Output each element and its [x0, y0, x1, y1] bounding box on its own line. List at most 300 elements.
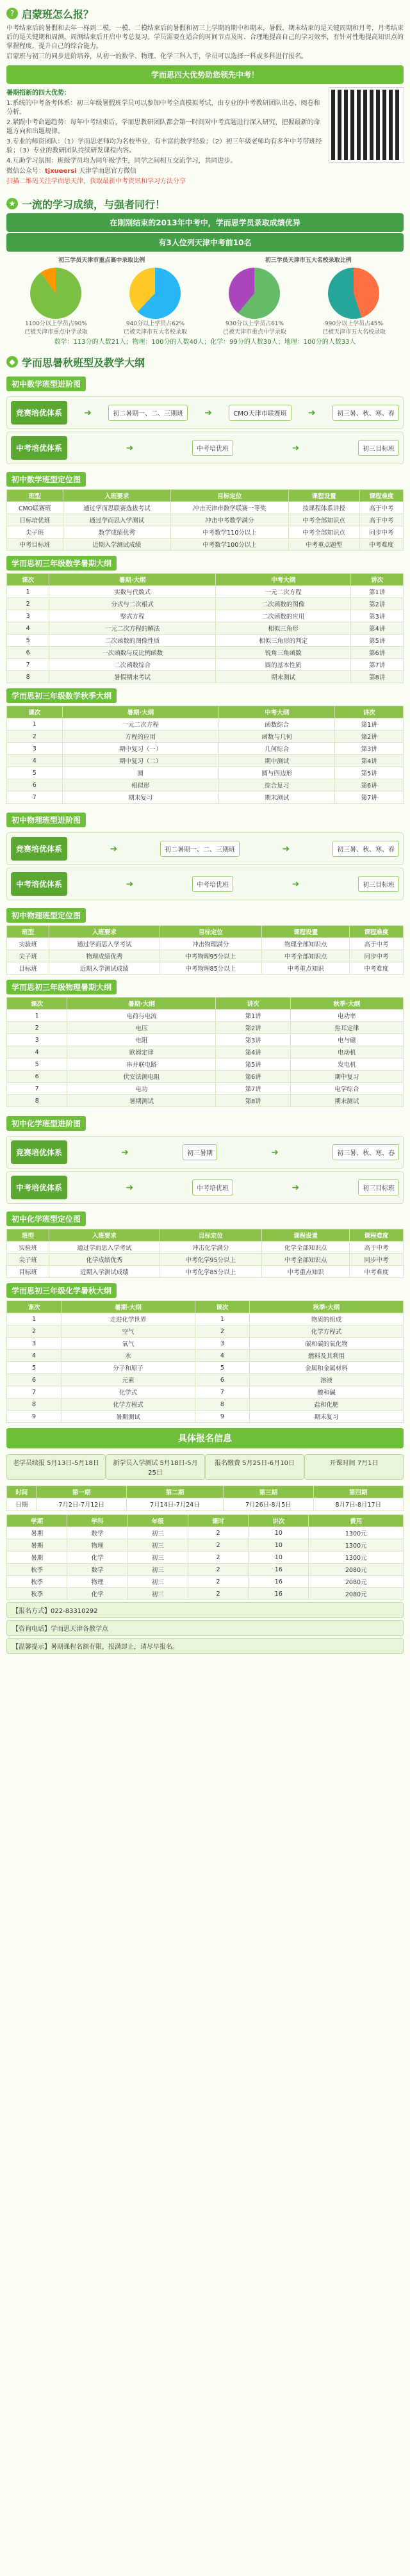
cell: 6	[7, 779, 63, 791]
cell: 秋季	[7, 1588, 67, 1600]
flow-main: 中考培优体系	[11, 872, 67, 896]
signup-step: 老学员续报 5月13日-5月18日	[6, 1454, 106, 1480]
pie-group	[322, 268, 386, 336]
cell: 中考目标班	[7, 539, 63, 551]
cell: 第1讲	[216, 1010, 290, 1022]
table-row	[7, 1010, 404, 1022]
cell: 相似三角形的判定	[216, 635, 351, 647]
arrow-icon: ➜	[291, 442, 300, 453]
cell: 1300元	[309, 1539, 404, 1551]
cell: 初三	[127, 1527, 188, 1539]
cell: 期末复习	[62, 791, 219, 804]
col-header: 入班要求	[49, 1229, 160, 1242]
arrow-icon: ➜	[126, 442, 134, 453]
signup-note: 【报名方式】022-83310292	[6, 1602, 404, 1618]
arrow-icon: ➜	[126, 879, 134, 889]
advantage-item: 2.紧跟中考命题趋势：每年中考结束后，学而思教研团队都会第一时间对中考真题进行深入研究，把握最新的命题方向和出题规律。	[6, 119, 320, 135]
physics-position-table	[6, 925, 404, 975]
cell: 2	[188, 1564, 248, 1576]
table-row	[7, 1527, 404, 1539]
cell: 第2讲	[216, 1022, 290, 1034]
cell: 8月7日-8月17日	[313, 1498, 403, 1511]
table-header-row	[7, 706, 404, 718]
cell: 第7讲	[216, 1083, 290, 1095]
table-row	[7, 1083, 404, 1095]
flow-main: 竞赛培优体系	[11, 401, 67, 425]
col-header: 年级	[127, 1515, 188, 1527]
cell: 一元二次方程	[216, 586, 351, 598]
cell: 同步中考	[350, 950, 404, 962]
table-row	[7, 950, 404, 962]
table-header-row	[7, 1229, 404, 1242]
advantage-item: 3.专业的师资团队：（1）学而思老师均为名校毕业，有丰富的教学经验；（2）初三年级老师均有多年中考带班经验；（3）专业的教研团队持续研发课程内容。	[6, 138, 322, 154]
advantages-section	[6, 65, 404, 188]
table-row	[7, 586, 404, 598]
cell: 电与磁	[290, 1034, 403, 1046]
cell: 期末测试	[219, 791, 335, 804]
cell: 第5讲	[335, 767, 404, 779]
cell: 9	[7, 1411, 62, 1423]
cell: 冲击天津市数学联赛一等奖	[171, 502, 288, 514]
cell: 4	[7, 622, 49, 635]
table-row	[7, 731, 404, 743]
flow-block: 初三暑、秋、寒、春	[332, 841, 399, 857]
table-header-row	[7, 998, 404, 1010]
cell: 16	[249, 1576, 309, 1588]
pie-chart	[129, 268, 181, 319]
signup-note: 【咨询电话】学而思天津各教学点	[6, 1620, 404, 1636]
cell: 电压	[67, 1022, 216, 1034]
cell: 中考全部知识点	[262, 1254, 350, 1266]
signup-section	[6, 1428, 404, 1654]
table-row	[7, 539, 404, 551]
chemistry-position-title: 初中化学班型定位图	[6, 1211, 86, 1226]
math-flow-1	[6, 396, 404, 429]
cell: 期末复习	[249, 1411, 403, 1423]
col-header: 第四期	[313, 1486, 403, 1498]
flow-block: 中考培优班	[192, 440, 233, 456]
advantage-item: 1.系统的中考备考体系：初三年级暑假班学员可以参加中考全真模拟考试，由专业的中考教研团队出卷、阅卷和分析。	[6, 100, 320, 116]
math-fall-table	[6, 706, 404, 804]
advantages-body	[6, 88, 404, 188]
cell: 化学式	[61, 1386, 195, 1398]
cell: 5	[7, 1058, 67, 1071]
cell: 实数与代数式	[49, 586, 216, 598]
cell: 电动机	[290, 1046, 403, 1058]
cell: 期中复习	[290, 1071, 403, 1083]
cell: 综合复习	[219, 779, 335, 791]
cell: 5	[7, 635, 49, 647]
table-header-row	[7, 926, 404, 938]
cell: 第7讲	[335, 791, 404, 804]
wechat-hotline: 天津学而思官方微信	[78, 168, 136, 175]
table-row	[7, 755, 404, 767]
cell: 金属和金属材料	[249, 1362, 403, 1374]
col-header: 学期	[7, 1515, 67, 1527]
chemistry-section	[6, 1111, 404, 1423]
cell: 电功率	[290, 1010, 403, 1022]
cell: 实验班	[7, 1242, 49, 1254]
table-header-row	[7, 490, 404, 502]
cell: 中考难度	[359, 539, 403, 551]
cell: 中考全部知识点	[288, 526, 359, 539]
cell: 第7讲	[351, 659, 404, 671]
cell: 2080元	[309, 1564, 404, 1576]
cell: 一元二次方程	[62, 718, 219, 731]
cell: 空气	[61, 1325, 195, 1338]
cell: 溶液	[249, 1374, 403, 1386]
chemistry-flow-2	[6, 1171, 404, 1204]
cell: 电学综合	[290, 1083, 403, 1095]
cell: 16	[249, 1588, 309, 1600]
col-header: 费用	[309, 1515, 404, 1527]
table-row	[7, 502, 404, 514]
cell: 化学全部知识点	[262, 1242, 350, 1254]
results-banner-2: 有3人位列天津中考前10名	[6, 233, 404, 252]
cell: 1	[195, 1313, 249, 1325]
cell: 中考重点题型	[288, 539, 359, 551]
math-position-table	[6, 489, 404, 551]
cell: 3	[7, 1338, 62, 1350]
cell: 3	[7, 743, 63, 755]
col-header: 课时	[188, 1515, 248, 1527]
cell: 中考物理85分以上	[160, 962, 262, 975]
col-header: 目标定位	[171, 490, 288, 502]
table-row	[7, 1411, 404, 1423]
cell: 初三	[127, 1551, 188, 1564]
cell: 发电机	[290, 1058, 403, 1071]
table-row	[7, 938, 404, 950]
flow-block: 初三目标班	[358, 440, 399, 456]
cell: 通过学而思入学测试	[63, 514, 171, 526]
math-position-title: 初中数学班型定位图	[6, 472, 86, 487]
cell: 欧姆定律	[67, 1046, 216, 1058]
physics-section	[6, 807, 404, 1107]
cell: 一元二次方程的解法	[49, 622, 216, 635]
table-header-row	[7, 1301, 404, 1313]
cell: 分式与二次根式	[49, 598, 216, 610]
table-row	[7, 1338, 404, 1350]
cell: 第1讲	[335, 718, 404, 731]
advantage-item: 4.互助学习氛围：班级学员均为同年级学生，同学之间相互交流学习，共同进步。	[6, 158, 237, 165]
cell: 同步中考	[359, 526, 403, 539]
cell: 16	[249, 1564, 309, 1576]
col-header: 课程难度	[350, 926, 404, 938]
cell: 圆与四边形	[219, 767, 335, 779]
cell: 1300元	[309, 1551, 404, 1564]
table-row	[7, 1266, 404, 1278]
advantages-heading: 暑期招新的四大优势：	[6, 90, 70, 97]
cell: 中考重点知识	[262, 1266, 350, 1278]
col-header: 班型	[7, 926, 49, 938]
cell: 第8讲	[216, 1095, 290, 1107]
cell: 目标班	[7, 1266, 49, 1278]
signup-step: 开课时间 7月1日	[304, 1454, 404, 1480]
signup-step: 新学员入学测试 5月18日-5月25日	[106, 1454, 205, 1480]
arrow-icon: ➜	[308, 407, 316, 418]
pie-chart	[328, 268, 379, 319]
cell: 高于中考	[359, 502, 403, 514]
schedule-table	[6, 1486, 404, 1511]
arrow-icon: ➜	[204, 407, 213, 418]
table-row	[7, 779, 404, 791]
cell: 2	[188, 1588, 248, 1600]
system-title-row	[6, 352, 404, 371]
intro-title: 启蒙班怎么报？	[22, 8, 94, 20]
cell: 第8讲	[351, 671, 404, 683]
math-fall-title: 学而思初三年级数学秋季大纲	[6, 688, 117, 703]
results-title-row	[6, 194, 404, 213]
results-section	[6, 194, 404, 347]
cell: 函数综合	[219, 718, 335, 731]
cell: 物理	[67, 1539, 127, 1551]
col-header: 讲次	[335, 706, 404, 718]
cell: 同步中考	[350, 1254, 404, 1266]
cell: 7	[7, 1386, 62, 1398]
table-row	[7, 1034, 404, 1046]
cell: 2080元	[309, 1588, 404, 1600]
cell: 6	[7, 1374, 62, 1386]
col-header: 暑期·大纲	[61, 1301, 195, 1313]
cell: 中考数学100分以上	[171, 539, 288, 551]
cell: 中考全部知识点	[262, 950, 350, 962]
cell: 相似三角形	[216, 622, 351, 635]
flow-block: 中考培优班	[192, 876, 233, 892]
cell: 第6讲	[335, 779, 404, 791]
cell: 中考难度	[350, 1266, 404, 1278]
cell: 2	[188, 1539, 248, 1551]
col-header: 班型	[7, 490, 63, 502]
cell: 化学方程式	[61, 1398, 195, 1411]
cell: 8	[7, 671, 49, 683]
cell: 2080元	[309, 1576, 404, 1588]
cell: 高于中考	[359, 514, 403, 526]
intro-para-2: 启蒙班与初三的同步进阶培养，从初一的数学、物理、化学三科入手，学员可以选择一科或多科进行报名。	[6, 53, 308, 60]
results-banner-1: 在刚刚结束的2013年中考中，学而思学员录取成绩优异	[6, 213, 404, 232]
col-header: 课次	[7, 1301, 62, 1313]
table-row	[7, 1362, 404, 1374]
table-row	[7, 1254, 404, 1266]
cell: 中考全部知识点	[288, 514, 359, 526]
cell: 暑假期末考试	[49, 671, 216, 683]
pie-label: 已被天津市五大名校录取	[123, 329, 187, 336]
col-header: 暑期·大纲	[67, 998, 216, 1010]
advantages-banner: 学而思四大优势助您领先中考！	[6, 65, 404, 84]
pie-label: 已被天津市五大名校录取	[322, 329, 386, 336]
wechat-label: 微信公众号：	[6, 168, 45, 175]
arrow-icon: ➜	[84, 407, 92, 418]
col-header: 课程难度	[350, 1229, 404, 1242]
physics-progression-title: 初中物理班型进阶图	[6, 813, 86, 827]
table-row	[7, 743, 404, 755]
math-flow-2	[6, 432, 404, 464]
chart-title-right: 初三学员天津市五大名校录取比例	[265, 257, 352, 264]
cell: 串并联电路	[67, 1058, 216, 1071]
math-summer-title: 学而思初三年级数学暑期大纲	[6, 556, 117, 571]
cell: 8	[7, 1095, 67, 1107]
cell: 中考重点知识	[262, 962, 350, 975]
col-header: 课次	[7, 574, 49, 586]
table-row	[7, 622, 404, 635]
pie-chart	[229, 268, 280, 319]
cell: 暑期	[7, 1551, 67, 1564]
table-row	[7, 767, 404, 779]
cell: 电荷与电流	[67, 1010, 216, 1022]
table-row	[7, 1325, 404, 1338]
table-row	[7, 526, 404, 539]
cell: 7月2日-7月12日	[37, 1498, 126, 1511]
cell: 9	[195, 1411, 249, 1423]
table-row	[7, 659, 404, 671]
cell: 1	[7, 1313, 62, 1325]
cell: 物理成绩优秀	[49, 950, 160, 962]
cell: 6	[7, 647, 49, 659]
cell: 第2讲	[351, 598, 404, 610]
advantages-note: 扫描二维码关注学而思天津，获取最新中考资讯和学习方法分享	[6, 178, 186, 185]
cell: 7月14日-7月24日	[126, 1498, 223, 1511]
cell: 期末测试	[290, 1095, 403, 1107]
table-row	[7, 1564, 404, 1576]
pie-label: 990分以上学员占45%	[324, 321, 384, 327]
cell: 尖子班	[7, 1254, 49, 1266]
cell: 数学	[67, 1564, 127, 1576]
cell: 尖子班	[7, 950, 49, 962]
col-header: 暑期·大纲	[49, 574, 216, 586]
col-header: 课程难度	[359, 490, 403, 502]
cell: 5	[7, 767, 63, 779]
cell: 2	[7, 731, 63, 743]
table-row	[7, 1576, 404, 1588]
cell: 中考数学110分以上	[171, 526, 288, 539]
cell: 3	[7, 610, 49, 622]
col-header: 第一期	[37, 1486, 126, 1498]
cell: 电阻	[67, 1034, 216, 1046]
cell: 4	[195, 1350, 249, 1362]
qr-code[interactable]	[329, 88, 404, 162]
table-row	[7, 1386, 404, 1398]
pie-label: 940分以上学员占62%	[126, 321, 185, 327]
col-header: 课程设置	[262, 1229, 350, 1242]
cell: 目标班	[7, 962, 49, 975]
cell: 第4讲	[335, 755, 404, 767]
arrow-icon: ➜	[110, 843, 118, 854]
chemistry-flow-1	[6, 1136, 404, 1169]
intro-para-1: 中考结束后的暑假和去年一样到二模，一模、二模结束后的暑假和初三上学期的期中和期末，暑假、期末结束的是关键周期和月考，月考结束后的是关键期和周测，周测结束后开启中考总复习。学员需要在适合的时间节点及时、合理地提高自己的学习效率，有针对性地提高知识点的掌握程度，提升自己的综合能力。	[6, 25, 404, 50]
cell: 一次函数与反比例函数	[49, 647, 216, 659]
math-section	[6, 371, 404, 804]
table-row	[7, 1498, 404, 1511]
flow-main: 竞赛培优体系	[11, 1140, 67, 1164]
pie-label: 已被天津市重点中学录取	[222, 329, 286, 336]
cell: 第2讲	[335, 731, 404, 743]
table-row	[7, 1022, 404, 1034]
cell: 二次函数的图像	[216, 598, 351, 610]
col-header: 讲次	[216, 998, 290, 1010]
pie-group	[223, 268, 286, 336]
col-header: 入班要求	[49, 926, 160, 938]
cell: 按课程体系讲授	[288, 502, 359, 514]
cell: 冲击物理满分	[160, 938, 262, 950]
cell: 第6讲	[351, 647, 404, 659]
pie-label: 1100分以上学员占90%	[25, 321, 87, 327]
flow-block: 初三目标班	[358, 876, 399, 892]
results-stats: 数学：113分的人数21人；物理：100分的人数40人；化学：99分的人数30人；地理：100分的人数33人	[54, 339, 356, 346]
arrow-icon: ➜	[126, 1182, 134, 1193]
col-header: 目标定位	[160, 926, 262, 938]
table-row	[7, 671, 404, 683]
cell: 冲击中考数学满分	[171, 514, 288, 526]
chemistry-syllabus-title: 学而思初三年级化学暑秋大纲	[6, 1283, 117, 1298]
col-header: 课次	[195, 1301, 249, 1313]
cell: 近期入学测试成绩	[49, 962, 160, 975]
cell: 通过学而思入学考试	[49, 938, 160, 950]
cell: 盐和化肥	[249, 1398, 403, 1411]
cell: 6	[195, 1374, 249, 1386]
cell: 相似形	[62, 779, 219, 791]
price-table	[6, 1514, 404, 1600]
cell: 初三	[127, 1539, 188, 1551]
cell: 电功	[67, 1083, 216, 1095]
arrow-icon: ➜	[121, 1147, 129, 1158]
cell: 通过学而思入学考试	[49, 1242, 160, 1254]
cell: 第3讲	[351, 610, 404, 622]
flow-block: 初三暑、秋、寒、春	[332, 1144, 399, 1160]
cell: 7	[7, 791, 63, 804]
col-header: 目标定位	[160, 1229, 262, 1242]
intro-section	[6, 4, 404, 61]
cell: 2	[188, 1527, 248, 1539]
col-header: 秋季·大纲	[290, 998, 403, 1010]
cell: 数学成绩优秀	[63, 526, 171, 539]
table-row	[7, 1350, 404, 1362]
cell: 3	[195, 1338, 249, 1350]
physics-position-title: 初中物理班型定位图	[6, 908, 86, 923]
cell: 第5讲	[351, 635, 404, 647]
signup-step: 报名缴费 5月25日-6月10日	[205, 1454, 304, 1480]
system-section	[6, 352, 404, 371]
cell: 2	[188, 1576, 248, 1588]
cell: 碳和碳的氧化物	[249, 1338, 403, 1350]
cell: 方程的应用	[62, 731, 219, 743]
cell: 2	[7, 1325, 62, 1338]
cell: 燃料及其利用	[249, 1350, 403, 1362]
cell: 近期入学测试成绩	[49, 1266, 160, 1278]
col-header: 学科	[67, 1515, 127, 1527]
table-row	[7, 1071, 404, 1083]
cell: 1	[7, 586, 49, 598]
cell: 二次函数的应用	[216, 610, 351, 622]
flow-main: 竞赛培优体系	[11, 837, 67, 861]
cell: 初三	[127, 1588, 188, 1600]
col-header: 班型	[7, 1229, 49, 1242]
flow-main: 中考培优体系	[11, 1176, 67, 1199]
intro-title-row	[6, 4, 404, 23]
flow-block: 中考培优班	[192, 1179, 233, 1195]
cell: CMO联赛班	[7, 502, 63, 514]
cell: 2	[195, 1325, 249, 1338]
physics-syllabus-title: 学而思初三年级物理暑期大纲	[6, 980, 117, 994]
col-header: 第三期	[224, 1486, 313, 1498]
cell: 物理	[67, 1576, 127, 1588]
col-header: 课程设置	[262, 926, 350, 938]
results-chart-titles	[6, 255, 404, 264]
col-header: 中考大纲	[216, 574, 351, 586]
system-title: 学而思暑秋班型及教学大纲	[22, 356, 145, 369]
table-row	[7, 1242, 404, 1254]
cell: 物质的组成	[249, 1313, 403, 1325]
cell: 第3讲	[216, 1034, 290, 1046]
flow-block: 初二暑期一、二、三期班	[160, 841, 240, 857]
